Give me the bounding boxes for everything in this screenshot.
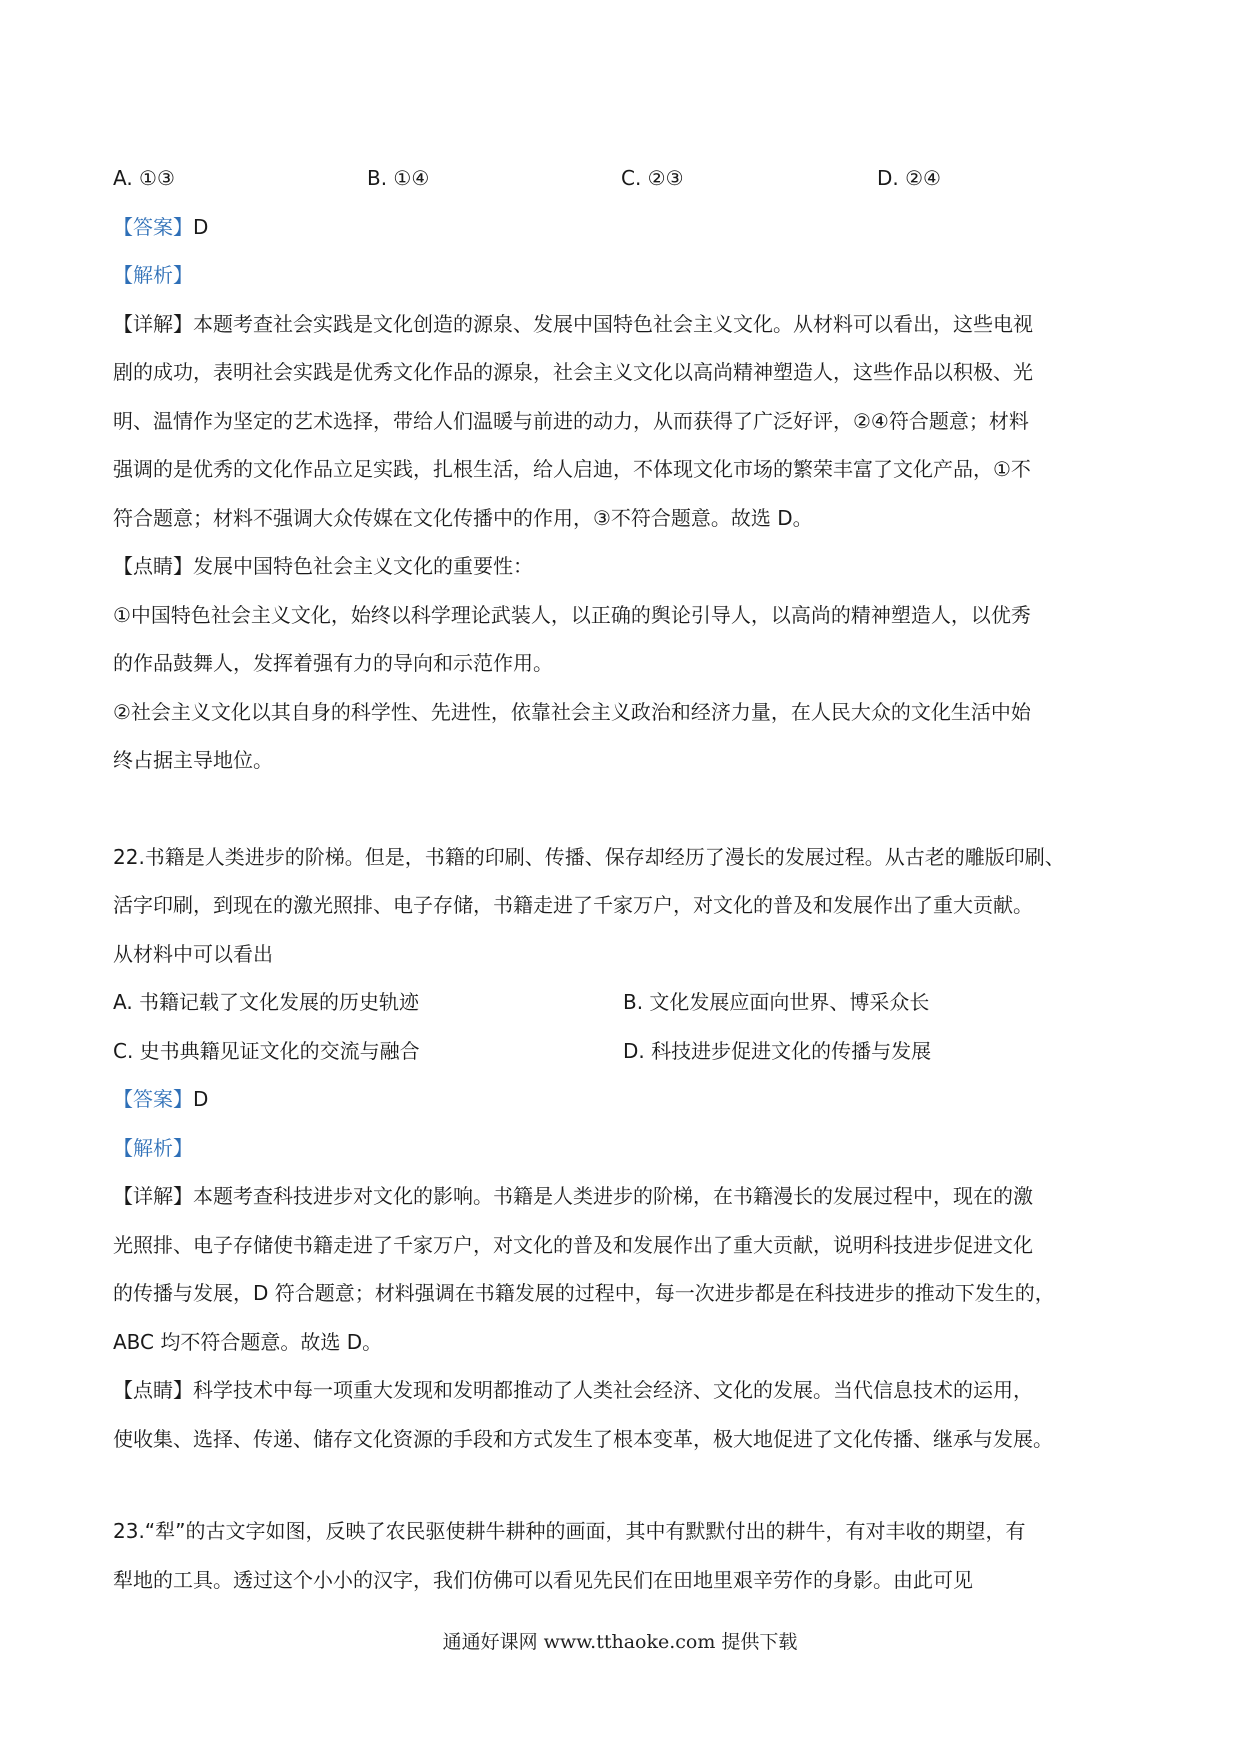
q22-answer-tag: 【答案】 (113, 1087, 193, 1111)
spacer (113, 785, 1133, 833)
q21-point-line: 终占据主导地位。 (113, 748, 273, 772)
q21-option-d: D. ②④ (877, 166, 941, 190)
q21-analysis-tag: 【解析】 (113, 263, 193, 287)
q22-options-row (113, 978, 1133, 1027)
q21-point-line (113, 542, 1133, 591)
q21-answer (113, 203, 1133, 252)
q21-answer-tag: 【答案】 (113, 214, 193, 239)
q21-option-a: A. ①③ (113, 166, 175, 190)
q21-detail-line: 符合题意；材料不强调大众传媒在文化传播中的作用，③不符合题意。故选 D。 (113, 505, 813, 530)
q21-point-tag: 【点睛】 (113, 554, 193, 578)
q21-detail-line: 明、温情作为坚定的艺术选择，带给人们温暖与前进的动力，从而获得了广泛好评，②④符合题意；材料 (113, 408, 1029, 433)
q21-detail-line: 强调的是优秀的文化作品立足实践，扎根生活，给人启迪，不体现文化市场的繁荣丰富了文化产品，①不 (113, 457, 1031, 481)
page-content (113, 154, 1133, 1604)
q22-point-line (113, 1366, 1133, 1415)
q22-analysis (113, 1124, 1133, 1173)
q21-option-c: C. ②③ (621, 166, 684, 190)
q22-point-tag: 【点睛】 (113, 1378, 193, 1402)
spacer (113, 1463, 1133, 1507)
q21-options (113, 154, 1133, 203)
q21-point-text: 发展中国特色社会主义文化的重要性： (193, 554, 533, 578)
q22-answer-value: D (193, 1087, 209, 1111)
q22-detail-line (113, 1172, 1133, 1221)
q21-detail-line: 剧的成功，表明社会实践是优秀文化作品的源泉，社会主义文化以高尚精神塑造人，这些作品以积极、光 (113, 360, 1033, 384)
q22-option-b: B. 文化发展应面向世界、博采众长 (623, 990, 930, 1014)
q21-point-line: ①中国特色社会主义文化，始终以科学理论武装人，以正确的舆论引导人，以高尚的精神塑造人，以优秀 (113, 602, 1031, 627)
q22-detail-text: 本题考查科技进步对文化的影响。书籍是人类进步的阶梯，在书籍漫长的发展过程中，现在的激 (193, 1184, 1033, 1208)
q22-option-a: A. 书籍记载了文化发展的历史轨迹 (113, 990, 420, 1014)
q22-point-text: 科学技术中每一项重大发现和发明都推动了人类社会经济、文化的发展。当代信息技术的运用， (193, 1378, 1033, 1402)
q22-option-c: C. 史书典籍见证文化的交流与融合 (113, 1038, 420, 1063)
q21-point-line: 的作品鼓舞人，发挥着强有力的导向和示范作用。 (113, 651, 553, 675)
q22-detail-line: ABC 均不符合题意。故选 D。 (113, 1329, 383, 1354)
q21-detail-line (113, 300, 1133, 349)
q21-answer-value: D (193, 214, 209, 239)
q22-detail-line: 的传播与发展，D 符合题意；材料强调在书籍发展的过程中，每一次进步都是在科技进步的推动下发生的， (113, 1281, 1055, 1305)
q22-stem-line: 活字印刷，到现在的激光照排、电子存储，书籍走进了千家万户，对文化的普及和发展作出了重大贡献。 (113, 893, 1033, 917)
q23-stem-line: 23.“犁”的古文字如图，反映了农民驱使耕牛耕种的画面，其中有默默付出的耕牛，有对丰收的期望，有 (113, 1519, 1026, 1543)
q22-stem-line: 22.书籍是人类进步的阶梯。但是，书籍的印刷、传播、保存却经历了漫长的发展过程。从古老的雕版印刷、 (113, 844, 1065, 869)
q22-stem-line: 从材料中可以看出 (113, 941, 273, 966)
q21-detail-text: 本题考查社会实践是文化创造的源泉、发展中国特色社会主义文化。从材料可以看出，这些电视 (193, 311, 1033, 336)
q22-detail-tag: 【详解】 (113, 1184, 193, 1208)
q21-detail-tag: 【详解】 (113, 311, 193, 336)
q22-detail-line: 光照排、电子存储使书籍走进了千家万户，对文化的普及和发展作出了重大贡献，说明科技进步促进文化 (113, 1232, 1033, 1257)
q22-option-d: D. 科技进步促进文化的传播与发展 (623, 1038, 932, 1063)
q22-point-line: 使收集、选择、传递、储存文化资源的手段和方式发生了根本变革，极大地促进了文化传播、继承与发展。 (113, 1426, 1053, 1451)
q21-analysis (113, 251, 1133, 300)
q21-point-line: ②社会主义文化以其自身的科学性、先进性，依靠社会主义政治和经济力量，在人民大众的文化生活中始 (113, 699, 1031, 724)
q23-stem-line: 犁地的工具。透过这个小小的汉字，我们仿佛可以看见先民们在田地里艰辛劳作的身影。由此可见 (113, 1567, 973, 1592)
q22-analysis-tag: 【解析】 (113, 1135, 193, 1160)
q22-answer (113, 1075, 1133, 1124)
q21-option-b: B. ①④ (367, 166, 430, 190)
q22-options-row (113, 1027, 1133, 1076)
page-footer: 通通好课网 www.tthaoke.com 提供下载 (442, 1631, 798, 1653)
